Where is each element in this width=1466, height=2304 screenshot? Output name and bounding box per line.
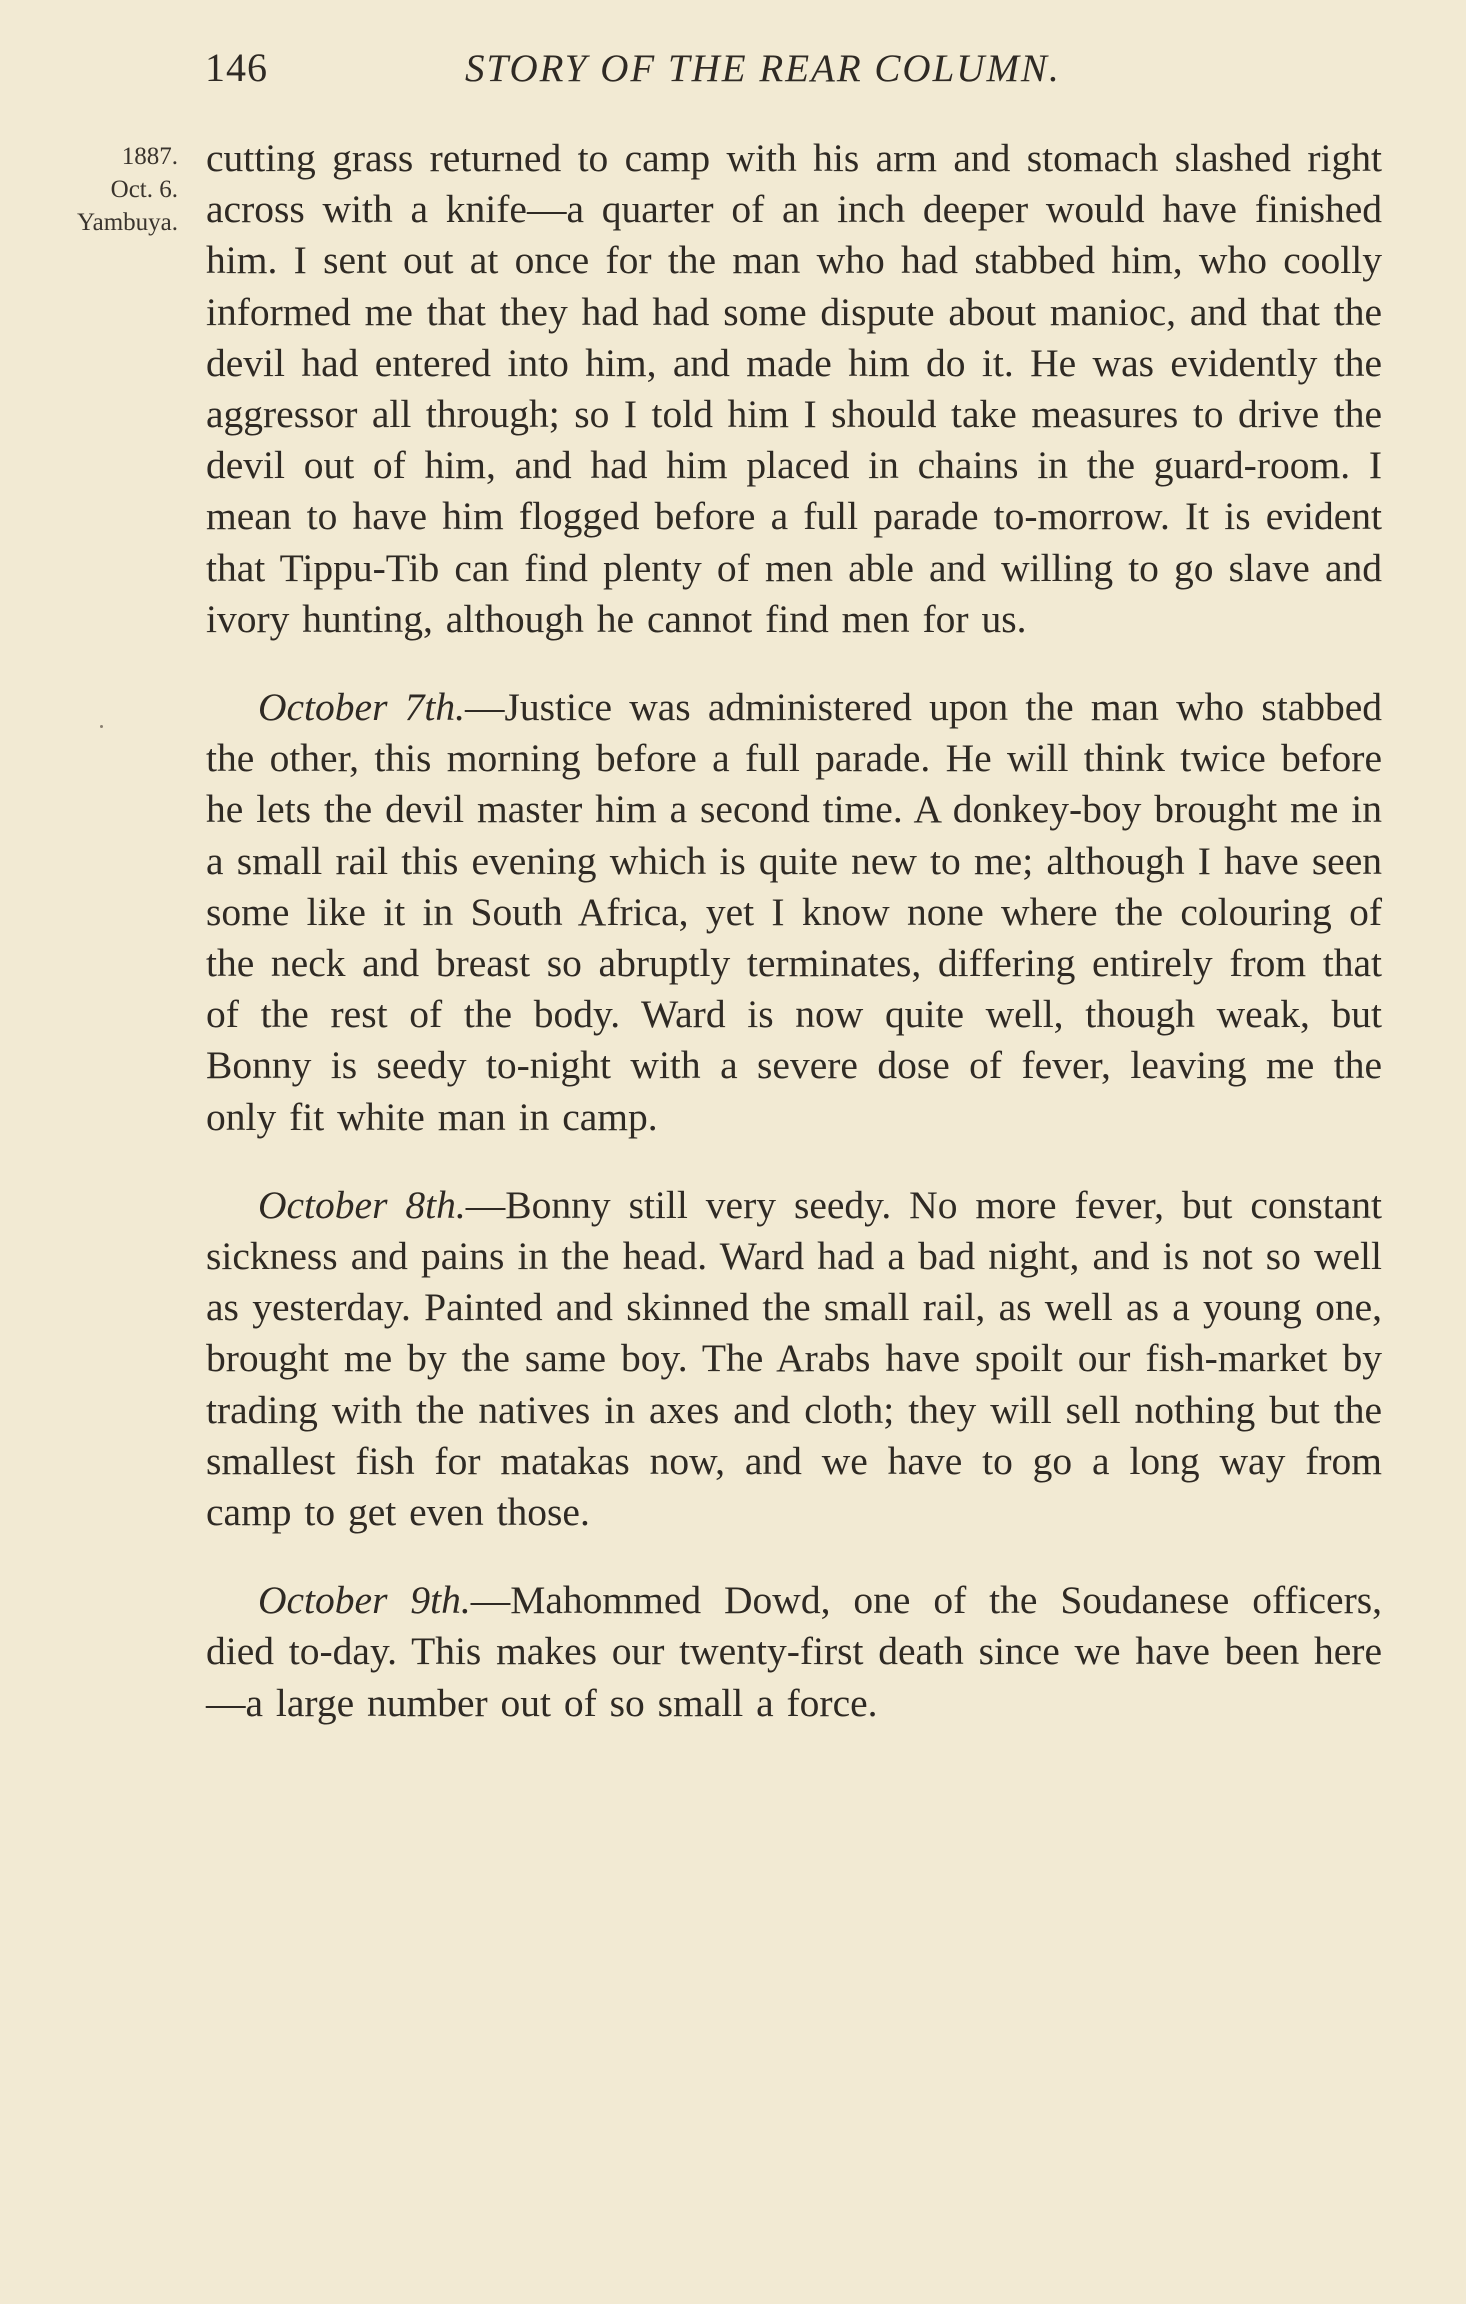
margin-note <box>38 140 178 239</box>
paragraph <box>206 1575 1382 1729</box>
margin-note-date: Oct. 6. <box>110 176 178 203</box>
margin-speck <box>100 725 103 728</box>
paragraph-body: cutting grass returned to camp with his arm and stomach slashed right across with a knife—a quarter of an inch deeper would have finished him. I sent out at once for the man who had stabbed him, who coolly informed me that they had had some dispute about manioc, and that the devil had entered into him, and made him do it. He was evidently the aggressor all through; so I told him I should take measures to drive the devil out of him, and had him placed in chains in the guard-room. I mean to have him flogged before a full parade to-morrow. It is evident that Tippu-Tib can find plenty of men able and willing to go slave and ivory hunting, although he cannot find men for us. <box>206 136 1382 641</box>
paragraph <box>206 133 1382 645</box>
running-head <box>205 36 1185 96</box>
paragraph <box>206 1180 1382 1538</box>
running-head-title: STORY OF THE REAR COLUMN. <box>465 47 1061 90</box>
entry-date: October 8th. <box>258 1182 466 1227</box>
margin-note-place: Yambuya. <box>77 209 178 236</box>
paragraph-body: —Bonny still very seedy. No more fever, but constant sickness and pains in the head. Ward had a bad night, and is not so well as yesterday. Painted and skinned the small rail, as well as a young one, brought me by the same boy. The Arabs have spoilt our fish-market by trading with the natives in axes and cloth; they will sell nothing but the smallest fish for matakas now, and we have to go a long way from camp to get even those. <box>206 1182 1382 1535</box>
paragraph <box>206 682 1382 1143</box>
margin-note-year: 1887. <box>121 143 178 170</box>
body-text <box>206 133 1382 1729</box>
paragraph-body: —Mahommed Dowd, one of the Soudanese officers, died to-day. This makes our twenty-first death since we have been here—a large number out of so small a force. <box>206 1578 1382 1725</box>
entry-date: October 7th. <box>258 685 466 730</box>
page-number: 146 <box>205 45 268 90</box>
entry-date: October 9th. <box>258 1578 471 1623</box>
paragraph-body: —Justice was administered upon the man who stabbed the other, this morning before a full parade. He will think twice before he lets the devil master him a second time. A donkey-boy brought me in a small rail this evening which is quite new to me; although I have seen some like it in South Africa, yet I know none where the colouring of the neck and breast so abruptly terminates, differing entirely from that of the rest of the body. Ward is now quite well, though weak, but Bonny is seedy to-night with a severe dose of fever, leaving me the only fit white man in camp. <box>206 685 1382 1139</box>
